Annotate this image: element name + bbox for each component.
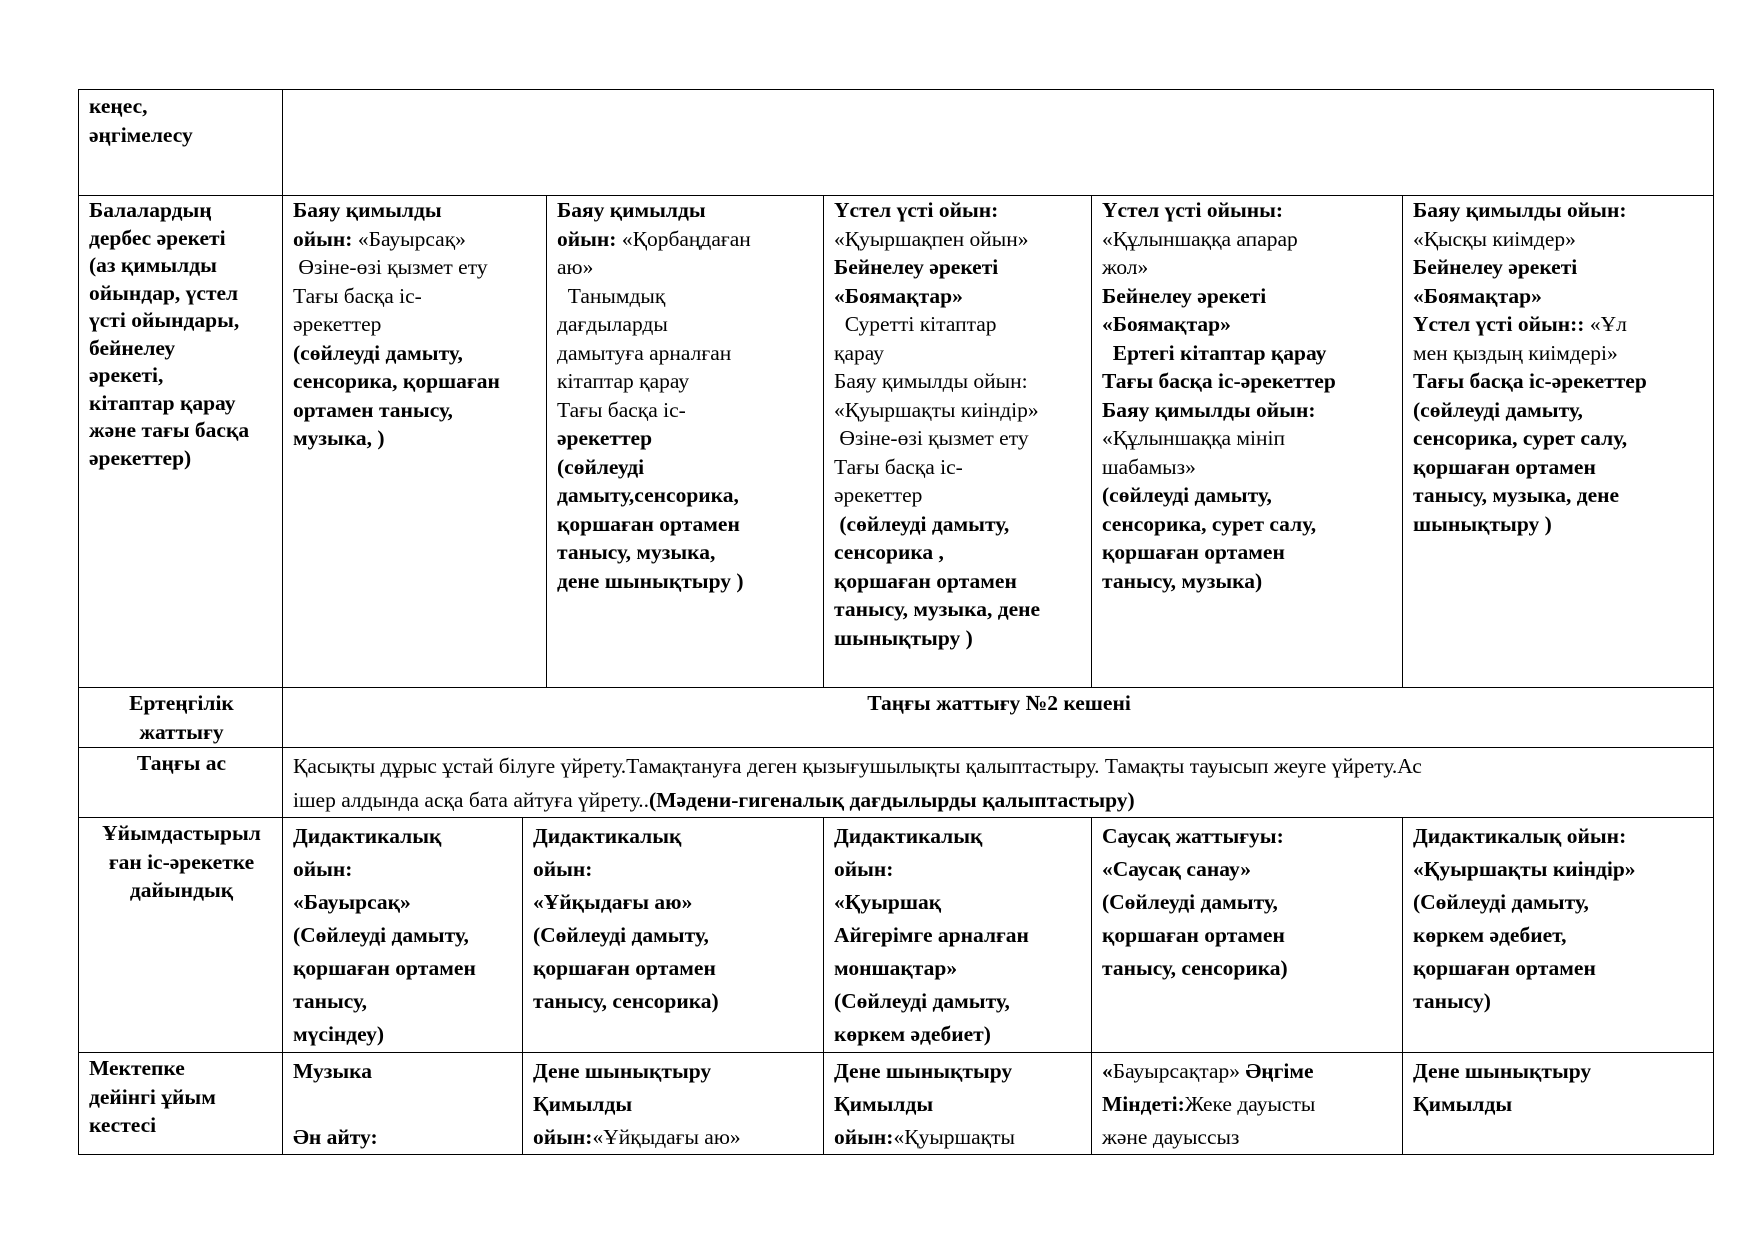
text-line: моншақтар» (834, 956, 958, 980)
text-line: ған іс-әрекетке (108, 849, 255, 874)
text-line: Баяу қимылды (293, 198, 442, 222)
text-line: шынықтыру ) (1413, 511, 1552, 536)
text-line: қоршаған ортамен (293, 956, 476, 980)
text-segment: «Ұл (1589, 312, 1627, 336)
text-line: сенсорика, қоршаған (293, 369, 500, 393)
text-line: «Саусақ санау» (1102, 857, 1251, 881)
text-line: (Сөйлеуді дамыту, (293, 923, 469, 947)
text-line: (Сөйлеуді дамыту, (1102, 890, 1278, 914)
text-line (533, 1121, 815, 1154)
text-line: кестесі (89, 1113, 157, 1137)
schedule-cell-tue (523, 1053, 824, 1155)
text-line: қоршаған ортамен (1102, 540, 1285, 564)
prep-cell-mon (283, 818, 523, 1053)
text-line: мүсіндеу) (293, 1022, 385, 1046)
text-line: «Қуыршақты киіндір» (834, 397, 1039, 422)
prep-cell-wed (824, 818, 1092, 1053)
text-line: Дене шынықтыру (1413, 1059, 1592, 1083)
text-line: (Сөйлеуді дамыту, (834, 989, 1010, 1013)
text-line: сенсорика, сурет салу, (1102, 511, 1317, 536)
row-consult (79, 90, 1714, 196)
text-line: танысу, сенсорика) (1102, 956, 1288, 980)
text-line (834, 1121, 1083, 1154)
text-line: жол» (1102, 255, 1149, 279)
text-line: Танымдық (557, 283, 666, 308)
text-line: қоршаған ортамен (1102, 923, 1285, 947)
text-line: Дидактикалық ойын: (1413, 824, 1627, 848)
row-breakfast (79, 748, 1714, 818)
text-line: (Сөйлеуді дамыту, (1413, 890, 1589, 914)
text-line: Қимылды (1413, 1092, 1513, 1116)
text-line: Дене шынықтыру (834, 1059, 1013, 1083)
label-consult (79, 90, 283, 196)
text-line: музыка, ) (293, 426, 385, 450)
text-line: ойын: (293, 857, 353, 881)
text-line: танысу, музыка, (557, 540, 716, 564)
text-line: «Қуыршақ (834, 890, 942, 914)
text-line: қоршаған ортамен (533, 956, 716, 980)
text-line: Қимылды (834, 1092, 934, 1116)
text-line: әңгімелесу (89, 122, 193, 147)
text-line: қоршаған ортамен (1413, 454, 1596, 479)
text-line: (сөйлеуді дамыту, (293, 340, 463, 365)
row-morning-exercise (79, 688, 1714, 748)
text-line: аю» (557, 255, 594, 279)
text-line: танысу, музыка, дене (1413, 483, 1620, 507)
text-line: бейнелеу (89, 335, 176, 360)
row-preparation (79, 818, 1714, 1053)
text-line: Баяу қимылды ойын: (1102, 397, 1316, 422)
text-segment: ойын: (293, 226, 358, 251)
text-line (1413, 310, 1705, 339)
text-line (557, 225, 815, 254)
text-line: әрекеттер (557, 426, 653, 450)
text-line: Тағы басқа іс- (557, 397, 686, 422)
text-segment: «Қуыршақты (893, 1125, 1015, 1149)
text-line: танысу) (1413, 989, 1491, 1013)
text-line: «Құлыншаққа апарар (1102, 226, 1298, 251)
breakfast-line1: Қасықты дұрыс ұстай білуге үйрету.Тамақтануға деген қызығушылықты қалыптастыру. Тамақты тауысып жеуге үйрету.Ас (293, 754, 1422, 778)
text-line: әрекеттер (834, 483, 923, 507)
text-line: кітаптар қарау (89, 390, 236, 415)
text-line: (сөйлеуді дамыту, (1413, 397, 1583, 422)
text-line: Бейнелеу әрекеті (1413, 255, 1578, 279)
text-line: Тағы басқа іс-әрекеттер (1102, 369, 1336, 393)
text-line: Бейнелеу әрекеті (834, 255, 999, 279)
text-line: сенсорика , (834, 540, 944, 564)
text-line: дағдыларды (557, 312, 668, 336)
text-line: Мектепке (89, 1056, 185, 1080)
text-line: қарау (834, 340, 884, 365)
text-line (293, 225, 538, 254)
text-line: «Құлыншаққа мініп (1102, 426, 1285, 450)
text-line: Ән айту: (293, 1125, 378, 1149)
text-line: Дене шынықтыру (533, 1059, 712, 1083)
text-line: Тағы басқа іс- (834, 454, 963, 479)
morning-exercise-content: Таңғы жаттығу №2 кешені (283, 688, 1714, 748)
independent-cell-thu (1092, 196, 1403, 688)
text-segment: Міндеті: (1102, 1092, 1185, 1116)
schedule-cell-wed (824, 1053, 1092, 1155)
label-independent (79, 196, 283, 688)
prep-cell-tue (523, 818, 824, 1053)
text-segment: ойын: (834, 1125, 894, 1149)
text-line: қоршаған ортамен (834, 568, 1017, 593)
text-line: шынықтыру ) (834, 625, 973, 650)
label-schedule (79, 1053, 283, 1155)
plan-table (78, 89, 1714, 1155)
text-line: Өзіне-өзі қызмет ету (293, 255, 488, 279)
text-line: және тағы басқа (89, 418, 250, 442)
text-line: шабамыз» (1102, 454, 1196, 479)
text-line: танысу, сенсорика) (533, 989, 719, 1013)
text-line: дамытуға арналған (557, 340, 732, 365)
breakfast-line2 (293, 783, 1705, 817)
text-line: Баяу қимылды ойын: (1413, 198, 1627, 222)
text-line: Үстел үсті ойын: (834, 198, 999, 222)
text-segment: Үстел үсті ойын:: (1413, 312, 1590, 336)
text-line: дейінгі ұйым (89, 1084, 216, 1109)
text-line: танысу, (293, 989, 367, 1013)
text-segment: Бауырсақтар» (1112, 1059, 1246, 1083)
text-line: «Қуыршақты киіндір» (1413, 857, 1636, 881)
text-line (1102, 1055, 1394, 1088)
text-line (1102, 1088, 1394, 1121)
text-line (293, 1088, 514, 1121)
text-line: Балалардың (89, 198, 212, 222)
text-line: әрекеттер) (89, 445, 192, 470)
text-line: дене шынықтыру ) (557, 568, 744, 593)
independent-cell-fri (1403, 196, 1714, 688)
text-line: (сөйлеуді (557, 454, 645, 479)
text-line: әрекеттер (293, 312, 382, 336)
text-line: Бейнелеу әрекеті (1102, 283, 1267, 308)
schedule-cell-mon (283, 1053, 523, 1155)
text-line: мен қыздың киімдері» (1413, 340, 1618, 365)
text-line: танысу, музыка) (1102, 568, 1263, 593)
independent-cell-wed (824, 196, 1092, 688)
text-line: көркем әдебиет) (834, 1022, 991, 1046)
text-line: Тағы басқа іс- (293, 283, 422, 308)
text-line: қоршаған ортамен (1413, 956, 1596, 980)
text-line: дамыту,сенсорика, (557, 483, 739, 507)
text-line: Ертеңгілік (129, 691, 234, 715)
text-line: Дидактикалық (293, 824, 442, 848)
text-line: Дидактикалық (834, 824, 983, 848)
independent-cell-tue (547, 196, 824, 688)
text-segment: ойын: (533, 1125, 593, 1149)
text-line: Дидактикалық (533, 824, 682, 848)
text-segment: «Ұйқыдағы аю» (592, 1125, 741, 1149)
row-schedule (79, 1053, 1714, 1155)
text-line: және дауыссыз (1102, 1125, 1240, 1149)
text-segment: Әңгіме (1245, 1059, 1314, 1083)
text-line: кітаптар қарау (557, 369, 690, 393)
text-line: Ертегі кітаптар қарау (1102, 340, 1327, 365)
text-line: «Боямақтар» (834, 283, 963, 308)
breakfast-line2-bold: (Мәдени-гигеналық дағдылырды қалыптастыру) (649, 788, 1135, 812)
text-segment: «Қорбаңдаған (621, 226, 751, 251)
label-morning-exercise (79, 688, 283, 748)
text-line: Саусақ жаттығуы: (1102, 824, 1284, 848)
text-line: Музыка (293, 1059, 372, 1083)
schedule-cell-thu (1092, 1053, 1403, 1155)
text-line: үсті ойындары, (89, 308, 240, 332)
text-line: ойындар, үстел (89, 280, 239, 305)
text-segment: ойын: (557, 226, 622, 251)
text-line: ортамен танысу, (293, 397, 453, 422)
text-segment: «Бауырсақ» (357, 226, 466, 251)
text-segment: Жеке дауысты (1184, 1092, 1316, 1116)
text-line: сенсорика, сурет салу, (1413, 426, 1628, 450)
independent-cell-mon (283, 196, 547, 688)
text-line: танысу, музыка, дене (834, 597, 1041, 621)
text-line: әрекеті, (89, 363, 164, 387)
prep-cell-thu (1092, 818, 1403, 1053)
text-line: қоршаған ортамен (557, 511, 740, 536)
text-line: дайындық (129, 878, 234, 902)
text-line: (сөйлеуді дамыту, (834, 511, 1010, 536)
text-line: (Сөйлеуді дамыту, (533, 923, 709, 947)
text-line: «Ұйқыдағы аю» (533, 890, 693, 914)
text-line: (аз қимылды (89, 253, 217, 277)
label-breakfast: Таңғы ас (79, 748, 283, 818)
text-line: ойын: (533, 857, 593, 881)
text-line: «Қысқы киімдер» (1413, 226, 1576, 251)
schedule-cell-fri (1403, 1053, 1714, 1155)
breakfast-line2-plain: ішер алдында асқа бата айтуға үйрету.. (293, 788, 650, 812)
text-line: «Боямақтар» (1413, 283, 1542, 308)
text-line: «Боямақтар» (1102, 312, 1231, 336)
label-preparation (79, 818, 283, 1053)
text-line: дербес әрекеті (89, 225, 226, 250)
text-line: ойын: (834, 857, 894, 881)
text-line: жаттығу (139, 719, 224, 744)
text-line: көркем әдебиет, (1413, 923, 1567, 947)
text-line: «Бауырсақ» (293, 890, 411, 914)
text-line: Өзіне-өзі қызмет ету (834, 426, 1029, 450)
text-line: Тағы басқа іс-әрекеттер (1413, 369, 1647, 393)
consult-content (283, 90, 1714, 196)
text-line: Суретті кітаптар (834, 312, 997, 336)
text-line: Үстел үсті ойыны: (1102, 198, 1284, 222)
text-line: Баяу қимылды ойын: (834, 369, 1028, 393)
text-line: Айгерімге арналған (834, 923, 1029, 947)
text-line: (сөйлеуді дамыту, (1102, 483, 1272, 507)
breakfast-content (283, 748, 1714, 818)
text-line: «Қуыршақпен ойын» (834, 226, 1029, 251)
row-independent (79, 196, 1714, 688)
prep-cell-fri (1403, 818, 1714, 1053)
text-segment: « (1102, 1059, 1113, 1083)
text-line: кеңес, (89, 94, 148, 118)
text-line: Ұйымдастырыл (102, 821, 261, 845)
text-line: Қимылды (533, 1092, 633, 1116)
text-line: Баяу қимылды (557, 198, 706, 222)
